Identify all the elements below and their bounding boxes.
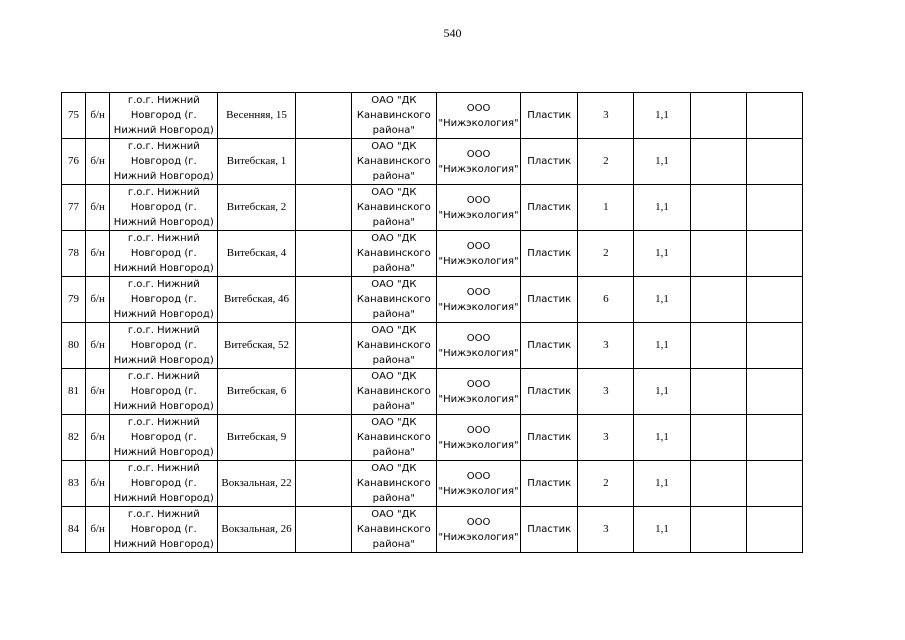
table-row (62, 139, 803, 185)
cell-address: Витебская, 9 (218, 415, 295, 461)
cell-empty (690, 369, 746, 415)
cell-container-count: 3 (578, 323, 634, 369)
cell-row-number: 84 (62, 507, 86, 553)
cell-container-volume: 1,1 (634, 323, 690, 369)
cell-owner: ОАО "ДК Канавинского района" (351, 461, 436, 507)
cell-row-number: 75 (62, 93, 86, 139)
cell-empty (690, 415, 746, 461)
cell-municipality: г.о.г. Нижний Новгород (г. Нижний Новгород) (110, 139, 218, 185)
cell-owner: ОАО "ДК Канавинского района" (351, 93, 436, 139)
cell-material: Пластик (521, 93, 578, 139)
cell-owner: ОАО "ДК Канавинского района" (351, 139, 436, 185)
cell-empty (746, 369, 802, 415)
cell-empty (295, 507, 351, 553)
cell-code: б/н (86, 323, 110, 369)
cell-row-number: 81 (62, 369, 86, 415)
table-row (62, 369, 803, 415)
cell-row-number: 82 (62, 415, 86, 461)
cell-empty (746, 277, 802, 323)
cell-code: б/н (86, 277, 110, 323)
cell-material: Пластик (521, 323, 578, 369)
cell-address: Витебская, 52 (218, 323, 295, 369)
table-row (62, 461, 803, 507)
cell-operator: ООО "Нижэкология" (436, 507, 520, 553)
cell-municipality: г.о.г. Нижний Новгород (г. Нижний Новгород) (110, 231, 218, 277)
cell-empty (295, 323, 351, 369)
table-row (62, 507, 803, 553)
cell-row-number: 79 (62, 277, 86, 323)
cell-container-count: 2 (578, 231, 634, 277)
cell-container-volume: 1,1 (634, 231, 690, 277)
cell-empty (690, 277, 746, 323)
cell-municipality: г.о.г. Нижний Новгород (г. Нижний Новгород) (110, 185, 218, 231)
cell-address: Вокзальная, 26 (218, 507, 295, 553)
cell-operator: ООО "Нижэкология" (436, 231, 520, 277)
cell-material: Пластик (521, 507, 578, 553)
cell-container-volume: 1,1 (634, 507, 690, 553)
cell-address: Витебская, 6 (218, 369, 295, 415)
cell-municipality: г.о.г. Нижний Новгород (г. Нижний Новгород) (110, 461, 218, 507)
cell-container-volume: 1,1 (634, 461, 690, 507)
cell-material: Пластик (521, 415, 578, 461)
cell-empty (295, 231, 351, 277)
cell-operator: ООО "Нижэкология" (436, 93, 520, 139)
cell-container-volume: 1,1 (634, 139, 690, 185)
cell-owner: ОАО "ДК Канавинского района" (351, 231, 436, 277)
cell-row-number: 80 (62, 323, 86, 369)
cell-container-count: 3 (578, 93, 634, 139)
cell-container-volume: 1,1 (634, 93, 690, 139)
cell-address: Витебская, 1 (218, 139, 295, 185)
cell-municipality: г.о.г. Нижний Новгород (г. Нижний Новгород) (110, 369, 218, 415)
cell-address: Витебская, 4 (218, 231, 295, 277)
cell-empty (295, 415, 351, 461)
cell-container-count: 2 (578, 139, 634, 185)
cell-material: Пластик (521, 185, 578, 231)
cell-row-number: 76 (62, 139, 86, 185)
cell-empty (295, 369, 351, 415)
cell-material: Пластик (521, 139, 578, 185)
cell-empty (746, 139, 802, 185)
registry-table (61, 92, 803, 553)
cell-container-volume: 1,1 (634, 277, 690, 323)
cell-empty (690, 323, 746, 369)
cell-municipality: г.о.г. Нижний Новгород (г. Нижний Новгород) (110, 507, 218, 553)
cell-owner: ОАО "ДК Канавинского района" (351, 415, 436, 461)
cell-empty (746, 185, 802, 231)
cell-empty (746, 507, 802, 553)
cell-container-volume: 1,1 (634, 369, 690, 415)
cell-empty (690, 139, 746, 185)
cell-empty (746, 231, 802, 277)
cell-empty (746, 323, 802, 369)
cell-code: б/н (86, 139, 110, 185)
cell-empty (746, 415, 802, 461)
cell-empty (746, 93, 802, 139)
cell-operator: ООО "Нижэкология" (436, 323, 520, 369)
cell-address: Витебская, 46 (218, 277, 295, 323)
cell-container-count: 3 (578, 507, 634, 553)
cell-container-count: 2 (578, 461, 634, 507)
cell-empty (295, 139, 351, 185)
cell-empty (690, 231, 746, 277)
cell-material: Пластик (521, 461, 578, 507)
cell-address: Вокзальная, 22 (218, 461, 295, 507)
cell-empty (690, 185, 746, 231)
cell-row-number: 77 (62, 185, 86, 231)
cell-container-volume: 1,1 (634, 185, 690, 231)
cell-municipality: г.о.г. Нижний Новгород (г. Нижний Новгород) (110, 277, 218, 323)
cell-operator: ООО "Нижэкология" (436, 369, 520, 415)
cell-owner: ОАО "ДК Канавинского района" (351, 277, 436, 323)
cell-container-count: 3 (578, 369, 634, 415)
cell-address: Весенняя, 15 (218, 93, 295, 139)
table-row (62, 93, 803, 139)
cell-municipality: г.о.г. Нижний Новгород (г. Нижний Новгород) (110, 93, 218, 139)
cell-container-volume: 1,1 (634, 415, 690, 461)
cell-code: б/н (86, 231, 110, 277)
cell-operator: ООО "Нижэкология" (436, 185, 520, 231)
cell-operator: ООО "Нижэкология" (436, 461, 520, 507)
registry-table-body (62, 93, 803, 553)
cell-container-count: 6 (578, 277, 634, 323)
cell-empty (295, 277, 351, 323)
cell-empty (295, 185, 351, 231)
table-row (62, 231, 803, 277)
cell-code: б/н (86, 507, 110, 553)
cell-owner: ОАО "ДК Канавинского района" (351, 323, 436, 369)
cell-empty (746, 461, 802, 507)
cell-address: Витебская, 2 (218, 185, 295, 231)
cell-code: б/н (86, 461, 110, 507)
cell-row-number: 83 (62, 461, 86, 507)
table-row (62, 415, 803, 461)
cell-owner: ОАО "ДК Канавинского района" (351, 369, 436, 415)
cell-row-number: 78 (62, 231, 86, 277)
cell-empty (690, 507, 746, 553)
page-number: 540 (443, 26, 462, 40)
cell-material: Пластик (521, 231, 578, 277)
cell-operator: ООО "Нижэкология" (436, 277, 520, 323)
cell-empty (295, 93, 351, 139)
cell-owner: ОАО "ДК Канавинского района" (351, 507, 436, 553)
cell-empty (690, 93, 746, 139)
cell-owner: ОАО "ДК Канавинского района" (351, 185, 436, 231)
cell-code: б/н (86, 369, 110, 415)
table-row (62, 277, 803, 323)
cell-municipality: г.о.г. Нижний Новгород (г. Нижний Новгород) (110, 415, 218, 461)
table-row (62, 185, 803, 231)
cell-container-count: 1 (578, 185, 634, 231)
cell-material: Пластик (521, 369, 578, 415)
cell-code: б/н (86, 93, 110, 139)
cell-material: Пластик (521, 277, 578, 323)
cell-code: б/н (86, 185, 110, 231)
cell-empty (295, 461, 351, 507)
cell-operator: ООО "Нижэкология" (436, 415, 520, 461)
cell-container-count: 3 (578, 415, 634, 461)
cell-operator: ООО "Нижэкология" (436, 139, 520, 185)
cell-code: б/н (86, 415, 110, 461)
cell-empty (690, 461, 746, 507)
cell-municipality: г.о.г. Нижний Новгород (г. Нижний Новгород) (110, 323, 218, 369)
table-row (62, 323, 803, 369)
